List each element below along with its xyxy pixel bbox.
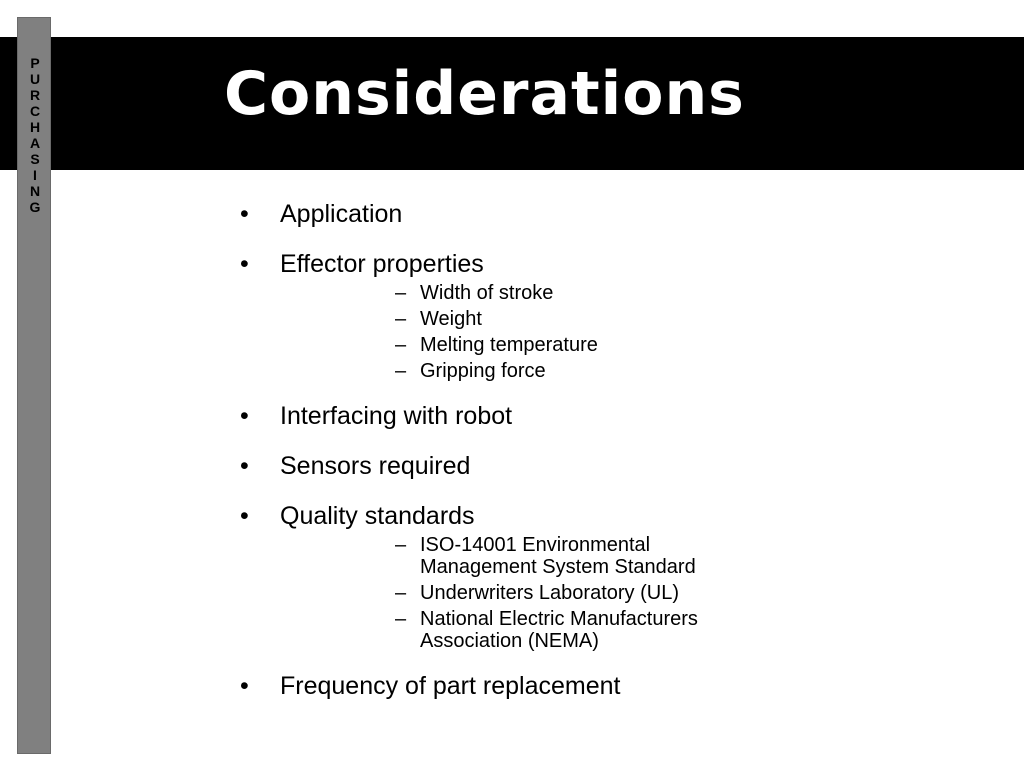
bullet-marker: • <box>240 402 249 430</box>
sub-marker: – <box>395 582 407 604</box>
sub-list <box>395 534 800 652</box>
bullet-list <box>240 198 800 720</box>
sub-text: Gripping force <box>420 360 546 382</box>
sub-item <box>395 360 800 382</box>
sub-item <box>395 582 800 604</box>
side-label-letter: I <box>33 167 37 183</box>
sub-text: Width of stroke <box>420 282 554 304</box>
sub-marker: – <box>395 360 407 382</box>
bullet-text: Effector properties <box>280 250 484 278</box>
bullet-marker: • <box>240 200 249 228</box>
bullet-text: Frequency of part replacement <box>280 672 621 700</box>
bullet-item <box>240 670 800 702</box>
sub-marker: – <box>395 534 407 556</box>
bullet-text: Interfacing with robot <box>280 402 513 430</box>
side-label-letter: S <box>30 151 40 167</box>
sub-marker: – <box>395 282 407 304</box>
bullet-text: Sensors required <box>280 452 471 480</box>
sub-item <box>395 608 800 652</box>
sub-text: Weight <box>420 308 482 330</box>
side-label-letter: C <box>29 103 41 119</box>
sub-marker: – <box>395 334 407 356</box>
bullet-marker: • <box>240 452 249 480</box>
side-strip <box>17 17 51 754</box>
bullet-item <box>240 450 800 482</box>
bullet-item <box>240 400 800 432</box>
side-label-letter: R <box>29 87 41 103</box>
side-label-letter: P <box>30 55 40 71</box>
slide-title: Considerations <box>224 59 745 129</box>
sub-text: Melting temperature <box>420 334 598 356</box>
sub-item <box>395 308 800 330</box>
bullet-marker: • <box>240 250 249 278</box>
bullet-text: Quality standards <box>280 502 475 530</box>
side-label-letter: A <box>29 135 41 151</box>
bullet-item <box>240 198 800 230</box>
side-label-letter: N <box>29 183 41 199</box>
bullet-marker: • <box>240 502 249 530</box>
side-label-letter: U <box>29 71 41 87</box>
sub-item <box>395 334 800 356</box>
sub-item <box>395 282 800 304</box>
side-label-letter: H <box>29 119 41 135</box>
bullet-item <box>240 500 800 532</box>
side-label-letter: G <box>29 199 41 215</box>
bullet-marker: • <box>240 672 249 700</box>
side-label <box>18 55 52 215</box>
sub-list <box>395 282 800 382</box>
sub-text: ISO-14001 Environmental Management System Standard <box>420 534 696 578</box>
sub-item <box>395 534 800 578</box>
sub-marker: – <box>395 308 407 330</box>
sub-text: National Electric Manufacturers Association (NEMA) <box>420 608 698 652</box>
bullet-item <box>240 248 800 280</box>
sub-marker: – <box>395 608 407 630</box>
bullet-text: Application <box>280 200 403 228</box>
sub-text: Underwriters Laboratory (UL) <box>420 582 679 604</box>
